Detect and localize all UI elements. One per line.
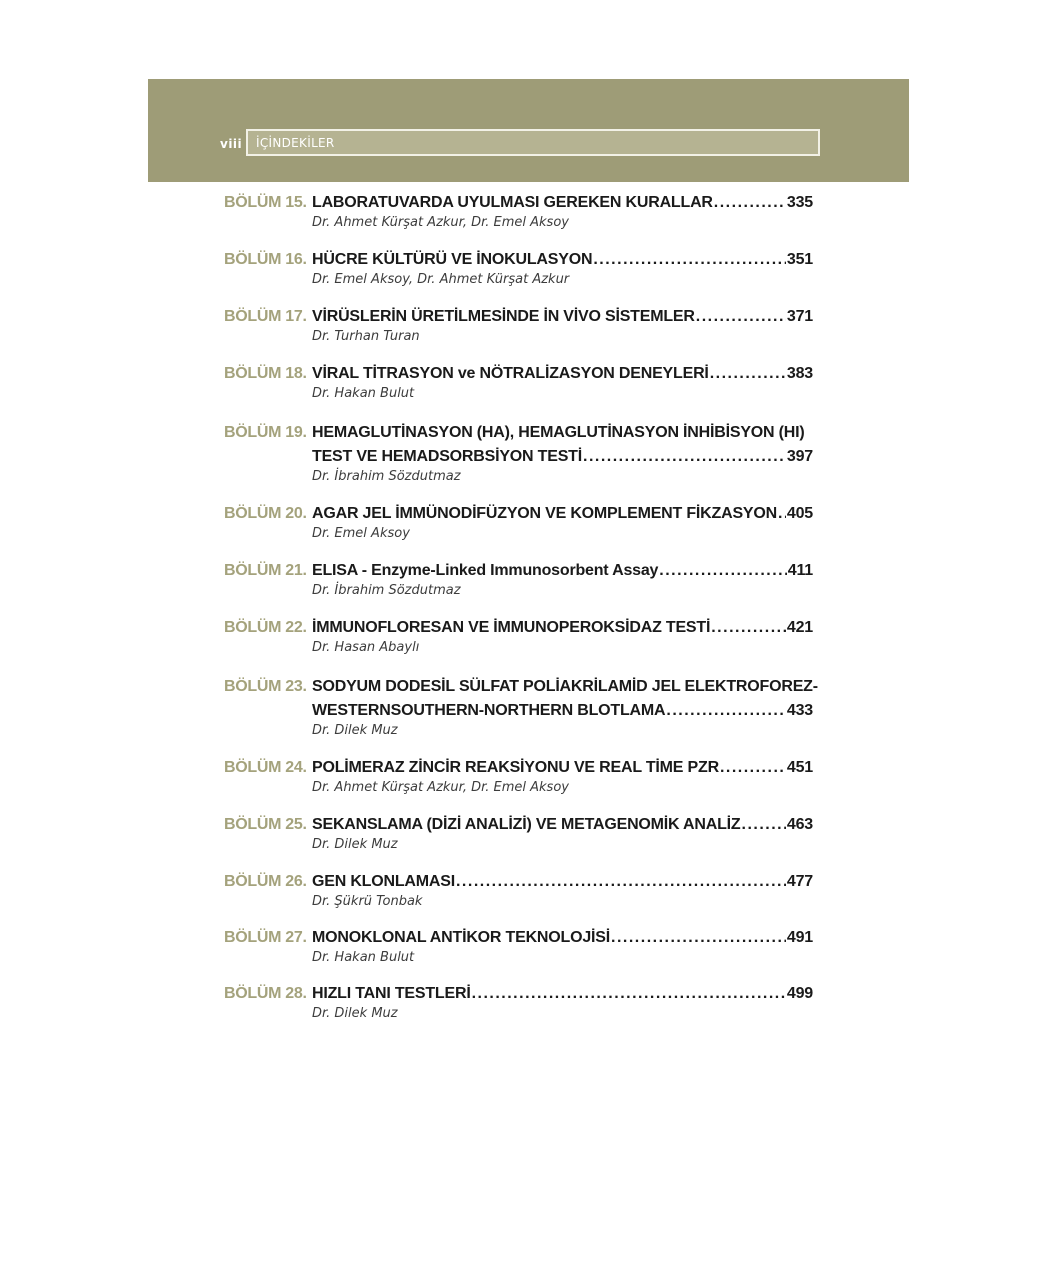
chapter-authors: Dr. Şükrü Tonbak xyxy=(312,894,423,909)
chapter-title-line xyxy=(312,194,813,212)
toc-entry-row xyxy=(224,873,813,897)
toc-entry-row xyxy=(224,251,813,275)
chapter-title-line xyxy=(312,873,813,891)
page-reference: 477 xyxy=(786,873,813,890)
chapter-authors: Dr. Hasan Abaylı xyxy=(312,640,420,655)
dot-leader xyxy=(696,308,786,326)
dot-leader xyxy=(456,873,786,891)
chapter-title: HIZLI TANI TESTLERİ xyxy=(312,985,471,1002)
dot-leader xyxy=(593,251,786,269)
chapter-number: BÖLÜM 21. xyxy=(224,562,307,579)
chapter-title: WESTERNSOUTHERN-NORTHERN BLOTLAMA xyxy=(312,702,666,719)
chapter-authors: Dr. Dilek Muz xyxy=(312,723,398,738)
chapter-authors: Dr. Ahmet Kürşat Azkur, Dr. Emel Aksoy xyxy=(312,780,569,795)
chapter-title-line xyxy=(312,365,813,383)
chapter-title: SEKANSLAMA (DİZİ ANALİZİ) VE METAGENOMİK ANALİZ xyxy=(312,816,741,833)
toc-entry-row xyxy=(224,424,813,448)
toc-entry xyxy=(224,929,813,965)
dot-leader xyxy=(583,448,786,466)
toc-entry-row xyxy=(224,308,813,332)
chapter-number: BÖLÜM 16. xyxy=(224,251,307,268)
chapter-title-line xyxy=(312,702,813,720)
dot-leader xyxy=(666,702,786,720)
dot-leader xyxy=(611,929,786,947)
page-reference: 397 xyxy=(786,448,813,465)
chapter-authors: Dr. Emel Aksoy xyxy=(312,526,410,541)
toc-entry-row xyxy=(224,929,813,953)
page-reference: 405 xyxy=(786,505,813,522)
chapter-authors: Dr. Hakan Bulut xyxy=(312,950,415,965)
chapter-title: POLİMERAZ ZİNCİR REAKSİYONU VE REAL TİME PZR xyxy=(312,759,719,776)
chapter-number: BÖLÜM 15. xyxy=(224,194,307,211)
chapter-title: GEN KLONLAMASI xyxy=(312,873,455,890)
toc-entry xyxy=(224,251,813,287)
chapter-authors: Dr. Dilek Muz xyxy=(312,837,398,852)
toc-entry xyxy=(224,308,813,344)
chapter-title-line xyxy=(312,678,818,696)
dot-leader xyxy=(659,562,787,580)
toc-entry-row xyxy=(224,759,813,783)
page-reference: 411 xyxy=(787,562,813,579)
toc-entry-row xyxy=(224,562,813,586)
dot-leader xyxy=(711,619,786,637)
chapter-authors: Dr. İbrahim Sözdutmaz xyxy=(312,583,461,598)
page-reference: 421 xyxy=(786,619,813,636)
chapter-authors: Dr. İbrahim Sözdutmaz xyxy=(312,469,461,484)
chapter-title: HÜCRE KÜLTÜRÜ VE İNOKULASYON xyxy=(312,251,593,268)
chapter-number: BÖLÜM 19. xyxy=(224,424,307,441)
section-title: İÇİNDEKİLER xyxy=(256,136,335,150)
toc-entry xyxy=(224,194,813,230)
toc-entry-row xyxy=(224,985,813,1009)
chapter-title-line xyxy=(312,448,813,466)
chapter-number: BÖLÜM 25. xyxy=(224,816,307,833)
dot-leader xyxy=(472,985,786,1003)
chapter-title-line xyxy=(312,562,813,580)
chapter-title: İMMUNOFLORESAN VE İMMUNOPEROKSİDAZ TESTİ xyxy=(312,619,711,636)
chapter-title: VİRAL TİTRASYON ve NÖTRALİZASYON DENEYLERİ xyxy=(312,365,709,382)
chapter-title: VİRÜSLERİN ÜRETİLMESİNDE İN VİVO SİSTEMLER xyxy=(312,308,695,325)
toc-entry xyxy=(224,365,813,401)
toc-entry xyxy=(224,424,813,484)
toc-entry xyxy=(224,505,813,541)
chapter-authors: Dr. Hakan Bulut xyxy=(312,386,415,401)
chapter-title: TEST VE HEMADSORBSİYON TESTİ xyxy=(312,448,582,465)
chapter-number: BÖLÜM 17. xyxy=(224,308,307,325)
chapter-title-line xyxy=(312,308,813,326)
page-reference: 451 xyxy=(786,759,813,776)
chapter-title-line xyxy=(312,759,813,777)
page-reference: 433 xyxy=(786,702,813,719)
chapter-title: ELISA - Enzyme-Linked Immunosorbent Assay xyxy=(312,562,659,579)
chapter-title: SODYUM DODESİL SÜLFAT POLİAKRİLAMİD JEL ELEKTROFOREZ- xyxy=(312,678,818,695)
chapter-number: BÖLÜM 18. xyxy=(224,365,307,382)
dot-leader xyxy=(742,816,786,834)
toc-entry-row xyxy=(224,702,813,726)
page-reference: 335 xyxy=(786,194,813,211)
dot-leader xyxy=(714,194,786,212)
toc-entry-row xyxy=(224,619,813,643)
toc-entry-row xyxy=(224,448,813,472)
chapter-title: LABORATUVARDA UYULMASI GEREKEN KURALLAR xyxy=(312,194,713,211)
chapter-title: MONOKLONAL ANTİKOR TEKNOLOJİSİ xyxy=(312,929,611,946)
chapter-title-line xyxy=(312,619,813,637)
chapter-title-line xyxy=(312,929,813,947)
page-reference: 463 xyxy=(786,816,813,833)
chapter-number: BÖLÜM 28. xyxy=(224,985,307,1002)
page-reference: 499 xyxy=(786,985,813,1002)
chapter-authors: Dr. Dilek Muz xyxy=(312,1006,398,1021)
chapter-title: AGAR JEL İMMÜNODİFÜZYON VE KOMPLEMENT FİKZASYON xyxy=(312,505,777,522)
dot-leader xyxy=(710,365,786,383)
chapter-authors: Dr. Ahmet Kürşat Azkur, Dr. Emel Aksoy xyxy=(312,215,569,230)
toc-entry-row xyxy=(224,194,813,218)
chapter-title-line xyxy=(312,424,813,442)
page-reference: 371 xyxy=(786,308,813,325)
toc-entry xyxy=(224,873,813,909)
chapter-authors: Dr. Turhan Turan xyxy=(312,329,420,344)
chapter-number: BÖLÜM 20. xyxy=(224,505,307,522)
toc-entry-row xyxy=(224,816,813,840)
chapter-number: BÖLÜM 22. xyxy=(224,619,307,636)
toc-entry-row xyxy=(224,678,818,702)
chapter-authors: Dr. Emel Aksoy, Dr. Ahmet Kürşat Azkur xyxy=(312,272,570,287)
toc-entry xyxy=(224,985,813,1021)
page-reference: 383 xyxy=(786,365,813,382)
page-reference: 351 xyxy=(786,251,813,268)
toc-entry xyxy=(224,619,813,655)
page-number: viii xyxy=(220,137,243,151)
dot-leader xyxy=(778,505,786,523)
toc-entry xyxy=(224,759,813,795)
toc-entry xyxy=(224,678,818,738)
chapter-title-line xyxy=(312,251,813,269)
chapter-title-line xyxy=(312,985,813,1003)
toc-entry-row xyxy=(224,365,813,389)
chapter-title: HEMAGLUTİNASYON (HA), HEMAGLUTİNASYON İNHİBİSYON (HI) xyxy=(312,424,805,441)
chapter-number: BÖLÜM 27. xyxy=(224,929,307,946)
chapter-title-line xyxy=(312,505,813,523)
toc-entry xyxy=(224,816,813,852)
toc-entry-row xyxy=(224,505,813,529)
chapter-number: BÖLÜM 26. xyxy=(224,873,307,890)
page-reference: 491 xyxy=(786,929,813,946)
chapter-number: BÖLÜM 24. xyxy=(224,759,307,776)
chapter-title-line xyxy=(312,816,813,834)
dot-leader xyxy=(720,759,786,777)
chapter-number: BÖLÜM 23. xyxy=(224,678,307,695)
toc-entry xyxy=(224,562,813,598)
